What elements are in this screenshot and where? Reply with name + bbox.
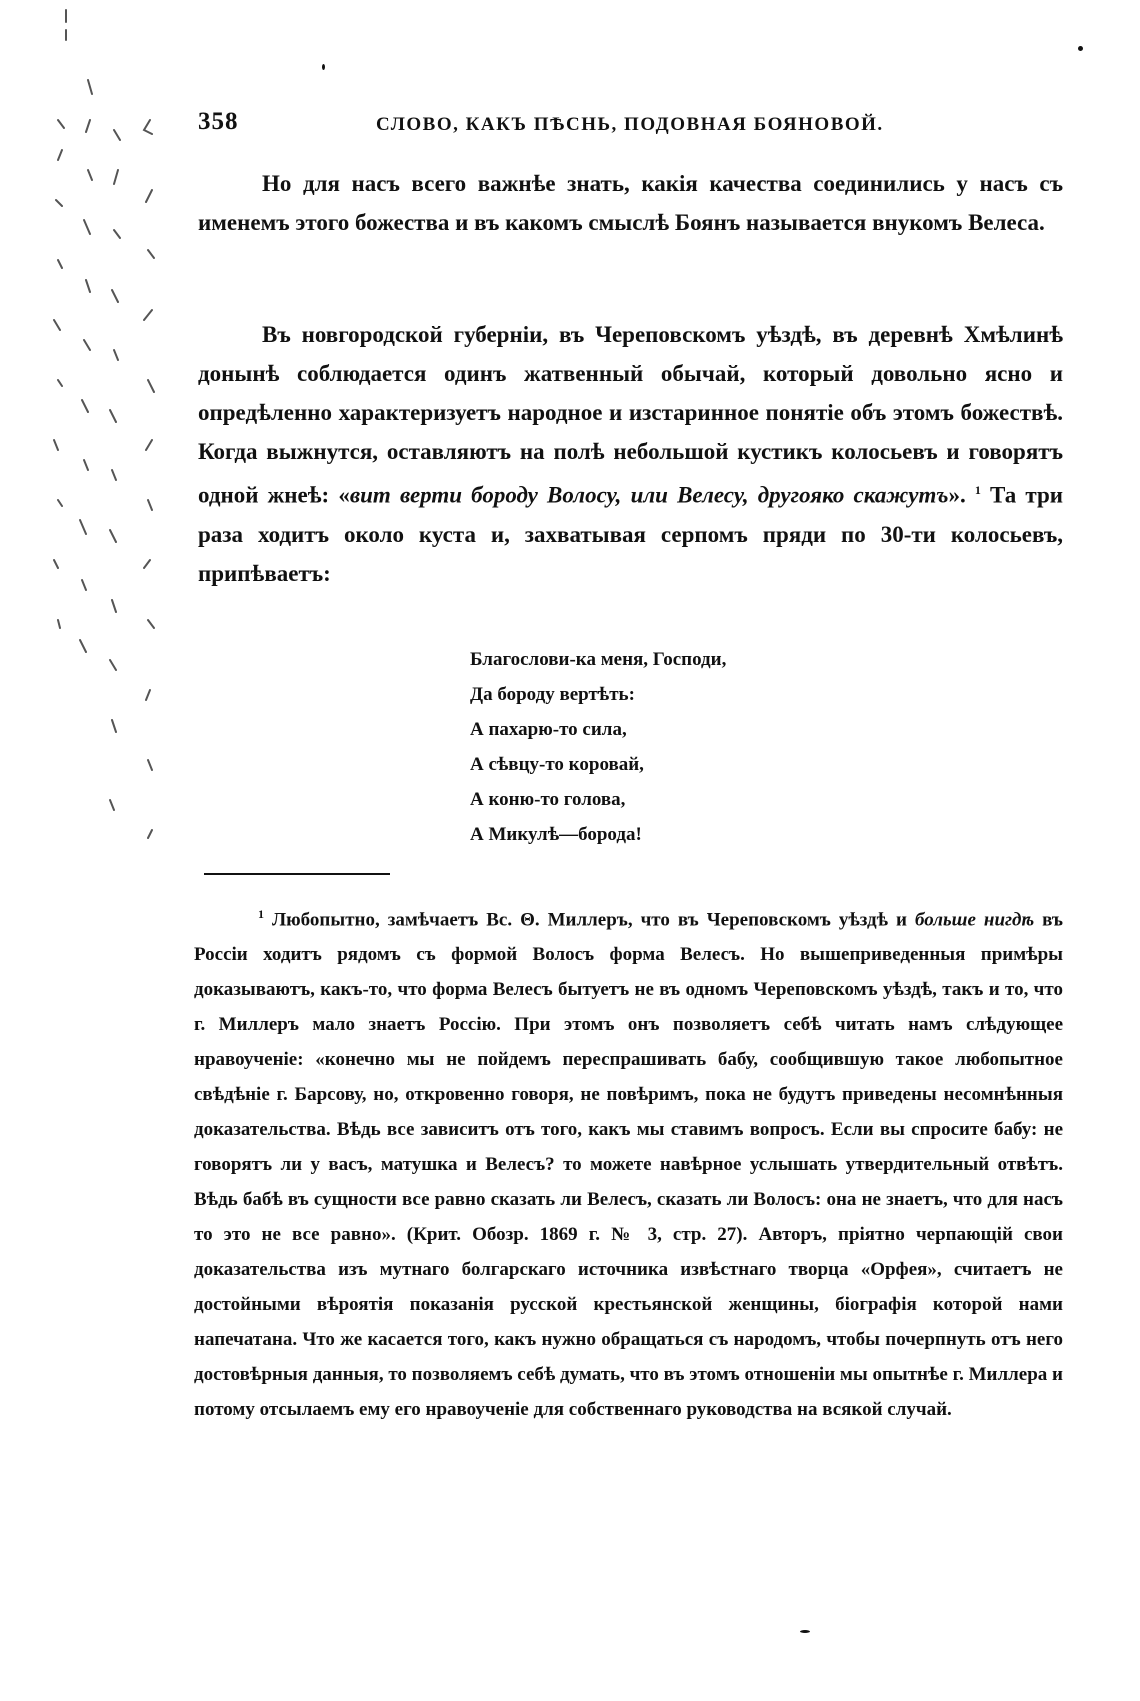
footnote-emphasis: больше нигдѣ [914, 909, 1035, 931]
footnote-marker: 1 [258, 907, 264, 921]
paragraph-2-text: Въ новгородской губерніи, въ Череповскомъ уѣздѣ, въ деревнѣ Хмѣлинѣ донынѣ соблюдается одинъ жатвенный обычай, который довольно ясно и опредѣленно характеризуетъ народное и изстаринное понятіе объ этомъ божествѣ. Когда выжнутся, оставляютъ на полѣ небольшой кустикъ колосьевъ и говорятъ одной жнеѣ: « [198, 322, 1063, 508]
verse-line: А пахарю-то сила, [470, 719, 627, 740]
paragraph-2 [198, 315, 1063, 593]
ritual-quote: вит верти бороду Волосу, или Велесу, другояко скажутъ [349, 482, 949, 508]
verse-line: А сѣвцу-то коровай, [470, 754, 644, 775]
scan-speck [1078, 46, 1083, 51]
verse-line: А Микулѣ—борода! [470, 824, 642, 845]
verse-line: Да бороду вертѣть: [470, 684, 635, 705]
scan-speck [322, 64, 325, 70]
verse-block [470, 642, 970, 852]
footnote-reference[interactable]: 1 [974, 483, 981, 497]
verse-line: А коню-то голова, [470, 789, 626, 810]
footnote-text-continued: въ Россіи ходитъ рядомъ съ формой Волосъ форма Велесъ. Но вышеприведенныя примѣры доказываютъ, какъ-то, что форма Велесъ бытуетъ не въ одномъ Череповскомъ уѣздѣ, такъ и то, что г. Миллеръ мало знаетъ Россію. При этомъ онъ позволяетъ себѣ читать намъ слѣдующее нравоученіе: «конечно мы не пойдемъ переспрашивать бабу, сообщившую такое любопытное свѣдѣніе г. Барсову, но, откровенно говоря, не повѣримъ, пока не будутъ приведены несомнѣнныя доказательства. Вѣдь все зависитъ отъ того, какъ мы ставимъ вопросъ. Если вы спросите бабу: не говорятъ ли у васъ, матушка и Велесъ? то можете навѣрное услышать утвердительный отвѣтъ. Вѣдь бабѣ въ сущности все равно сказать ли Велесъ, сказать ли Волосъ: она не знаетъ, что для насъ то это не все равно». (Крит. Обозр. 1869 г. № 3, стр. 27). Авторъ, пріятно черпающій свои доказательства изъ мутнаго болгарскаго источника извѣстнаго творца «Орфея», считаетъ не достойными вѣроятія показанія русской крестьянской женщины, біографія которой нами напечатана. Что же касается того, какъ нужно обращаться съ народомъ, чтобы почерпнуть отъ него достовѣрныя данныя, то позволяемъ себѣ думать, что въ этомъ отношеніи мы опытнѣе г. Миллера и потому отсылаемъ ему его нравоученіе для собственнаго руководства на всякой случай. [194, 909, 1063, 1421]
margin-scan-marks [18, 0, 168, 960]
page-header [198, 108, 1063, 148]
page-number: 358 [198, 108, 239, 135]
footnote-divider [204, 873, 390, 875]
running-title: СЛОВО, КАКЪ ПѢСНЬ, ПОДОВНАЯ БОЯНОВОЙ. [376, 114, 884, 135]
scan-speck [800, 1630, 810, 1633]
footnote-text: Любопытно, замѣчаетъ Вс. Θ. Миллеръ, что въ Череповскомъ уѣздѣ и [264, 909, 915, 931]
footnote [194, 897, 1063, 1427]
quote-close: ». [948, 482, 975, 508]
paragraph-2-end: Та три раза ходитъ около куста и, захватывая серпомъ пряди по 30-ти колосьевъ, припѣваетъ: [198, 482, 1064, 586]
paragraph-1: Но для насъ всего важнѣе знать, какія качества соединились у насъ съ именемъ этого божества и въ какомъ смыслѣ Боянъ называется внукомъ Велеса. [198, 171, 1063, 235]
verse-line: Благослови-ка меня, Господи, [470, 649, 727, 670]
